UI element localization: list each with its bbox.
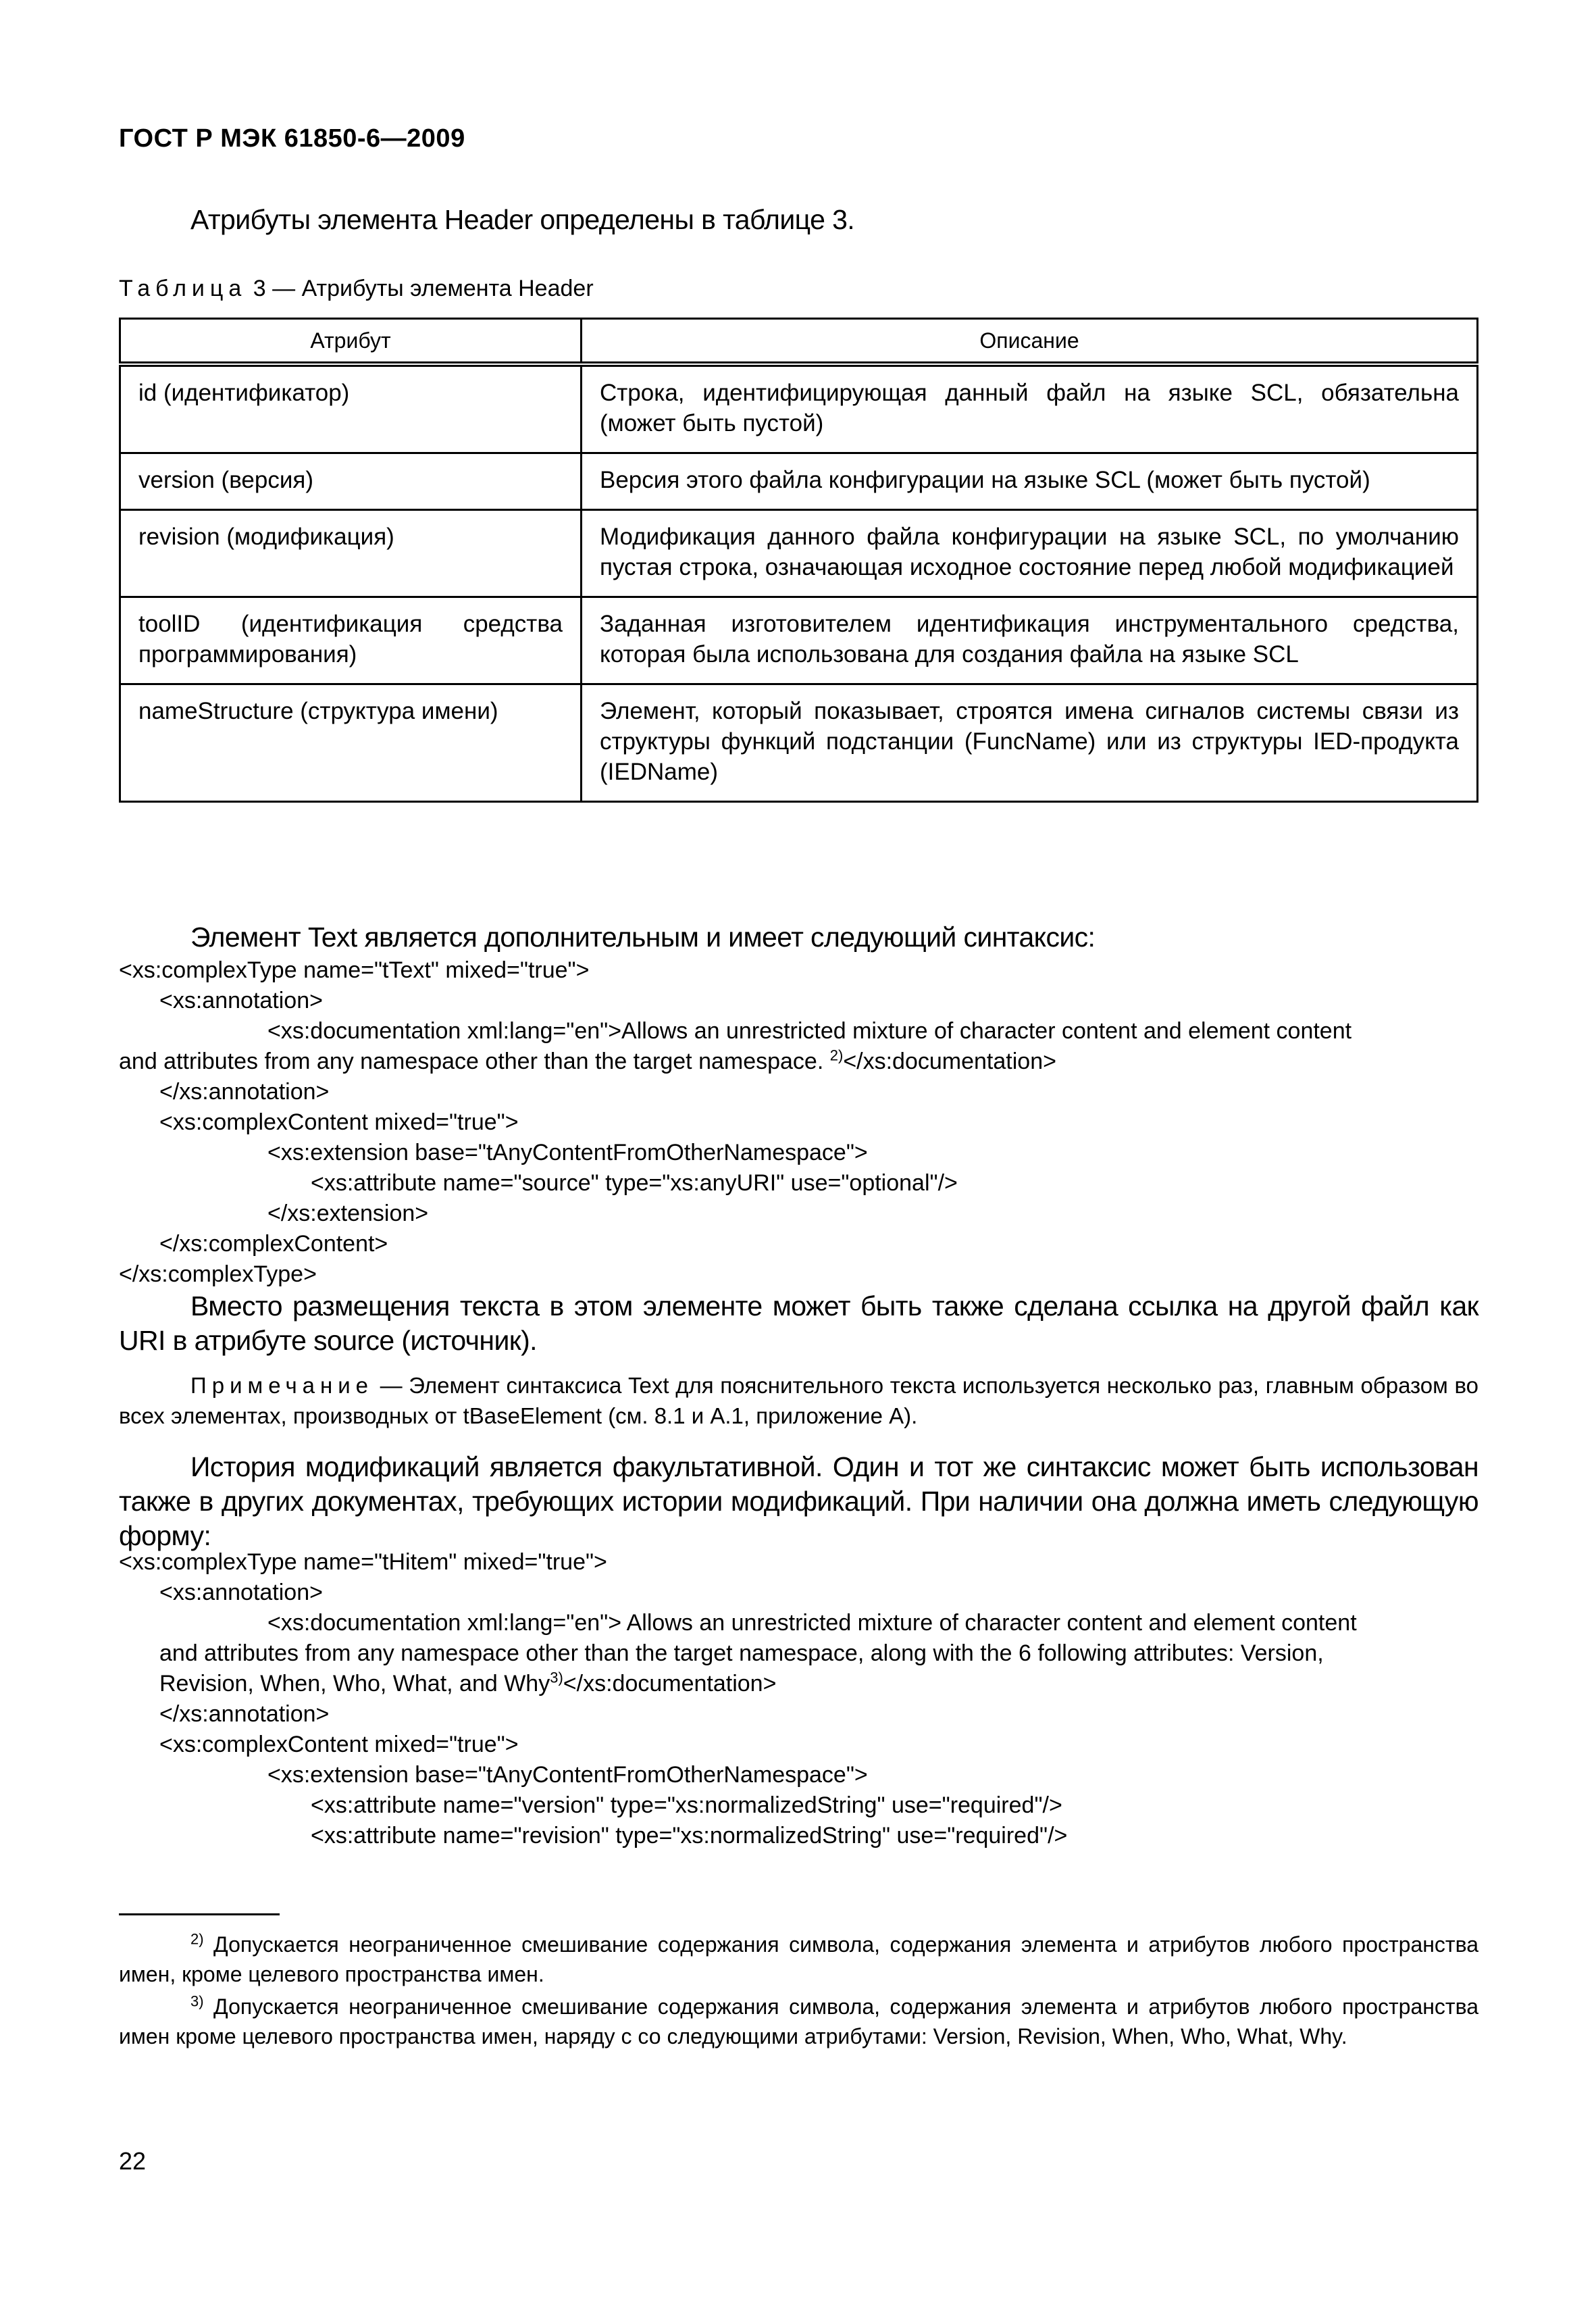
page-number: 22 — [119, 2147, 147, 2175]
description-cell: Элемент, который показывает, строятся имена сигналов системы связи из структуры функций подстанции (FuncName) или из структуры IED-продукта (IEDName) — [582, 684, 1478, 802]
note-label: Примечание — [190, 1373, 374, 1398]
code-line: <xs:extension base="tAnyContentFromOtherNamespace"> — [267, 1140, 868, 1165]
footnote-mark: 3) — [190, 1992, 204, 2010]
code-line: </xs:complexContent> — [159, 1231, 388, 1257]
footnote-ref-2: 2) — [829, 1047, 844, 1064]
table-caption — [119, 276, 594, 302]
code-line: and attributes from any namespace other than the target namespace, along with the 6 following attributes: Version, — [159, 1640, 1324, 1666]
note-paragraph — [119, 1370, 1478, 1431]
footnote-3 — [119, 1992, 1478, 2051]
column-header-description: Описание — [582, 319, 1478, 365]
footnote-text: Допускается неограниченное смешивание содержания символа, содержания элемента и атрибутов любого пространства имен кроме целевого пространства имен, наряду с со следующими атрибутами: Version, Revision, When, Who, What, Why. — [119, 1994, 1478, 2048]
code-text: Revision, When, Who, What, and Why — [159, 1671, 550, 1696]
footnote-ref-3: 3) — [550, 1669, 563, 1686]
table-caption-number: 3 — [253, 276, 266, 301]
code-line: <xs:complexContent mixed="true"> — [159, 1732, 519, 1757]
footnote-text: Допускается неограниченное смешивание содержания символа, содержания элемента и атрибутов любого пространства имен, кроме целевого пространства имен. — [119, 1932, 1478, 1986]
code-line: <xs:complexType name="tHitem" mixed="true"> — [119, 1549, 607, 1575]
table-row — [120, 510, 1478, 597]
source-reference-paragraph: Вместо размещения текста в этом элементе может быть также сделана ссылка на другой файл как URI в атрибуте source (источник). — [119, 1290, 1478, 1356]
standard-header: ГОСТ Р МЭК 61850-6—2009 — [119, 124, 465, 153]
description-cell: Модификация данного файла конфигурации на языке SCL, по умолчанию пустая строка, означающая исходное состояние перед любой модификацией — [582, 510, 1478, 597]
attribute-cell: id (идентификатор) — [120, 364, 582, 453]
code-line: <xs:annotation> — [159, 1580, 323, 1605]
code-line: <xs:attribute name="source" type="xs:anyURI" use="optional"/> — [311, 1170, 958, 1196]
attribute-cell: revision (модификация) — [120, 510, 582, 597]
code-line: <xs:annotation> — [159, 988, 323, 1013]
code-text: </xs:documentation> — [563, 1671, 777, 1696]
code-line: <xs:extension base="tAnyContentFromOtherNamespace"> — [267, 1762, 868, 1788]
footnote-mark: 2) — [190, 1930, 204, 1948]
footnote-separator — [119, 1913, 280, 1915]
intro-paragraph: Атрибуты элемента Header определены в таблице 3. — [190, 204, 855, 235]
code-line: <xs:attribute name="version" type="xs:normalizedString" use="required"/> — [311, 1792, 1062, 1818]
table-caption-label: Таблица — [119, 276, 247, 301]
text-element-intro: Элемент Text является дополнительным и имеет следующий синтаксис: — [190, 922, 1096, 953]
description-cell: Строка, идентифицирующая данный файл на языке SCL, обязательна (может быть пустой) — [582, 364, 1478, 453]
table-row — [120, 684, 1478, 802]
code-line: </xs:extension> — [267, 1201, 429, 1226]
footnote-2 — [119, 1930, 1478, 1989]
code-line: <xs:attribute name="revision" type="xs:normalizedString" use="required"/> — [311, 1823, 1068, 1848]
code-line — [159, 1669, 776, 1699]
code-line: </xs:complexType> — [119, 1261, 317, 1287]
code-line: <xs:complexType name="tText" mixed="true"> — [119, 957, 590, 983]
table-row — [120, 364, 1478, 453]
code-text: and attributes from any namespace other than the target namespace. — [119, 1049, 830, 1074]
history-intro-paragraph: История модификаций является факультативной. Один и тот же синтаксис может быть использован также в других документах, требующих истории модификаций. При наличии она должна иметь следующую форму: — [119, 1451, 1478, 1551]
code-line — [119, 1047, 1056, 1077]
table-caption-title: — Атрибуты элемента Header — [272, 276, 594, 301]
table-header-row — [120, 319, 1478, 365]
code-line: <xs:documentation xml:lang="en">Allows an unrestricted mixture of character content and element content — [267, 1018, 1352, 1044]
table-row — [120, 597, 1478, 684]
description-cell: Версия этого файла конфигурации на языке SCL (может быть пустой) — [582, 453, 1478, 510]
code-line: </xs:annotation> — [159, 1079, 330, 1105]
attribute-cell: nameStructure (структура имени) — [120, 684, 582, 802]
description-cell: Заданная изготовителем идентификация инструментального средства, которая была использована для создания файла на языке SCL — [582, 597, 1478, 684]
code-text: </xs:documentation> — [843, 1049, 1056, 1074]
code-line: <xs:documentation xml:lang="en"> Allows an unrestricted mixture of character content and element content — [267, 1610, 1357, 1636]
attribute-cell: toolID (идентификация средства программирования) — [120, 597, 582, 684]
code-line: </xs:annotation> — [159, 1701, 330, 1727]
header-attributes-table — [119, 318, 1478, 803]
note-text: — Элемент синтаксиса Text для пояснительного текста используется несколько раз, главным образом во всех элементах, производных от tBaseElement (см. 8.1 и А.1, приложение А). — [119, 1373, 1478, 1428]
attribute-cell: version (версия) — [120, 453, 582, 510]
code-line: <xs:complexContent mixed="true"> — [159, 1109, 519, 1135]
column-header-attribute: Атрибут — [120, 319, 582, 365]
table-row — [120, 453, 1478, 510]
